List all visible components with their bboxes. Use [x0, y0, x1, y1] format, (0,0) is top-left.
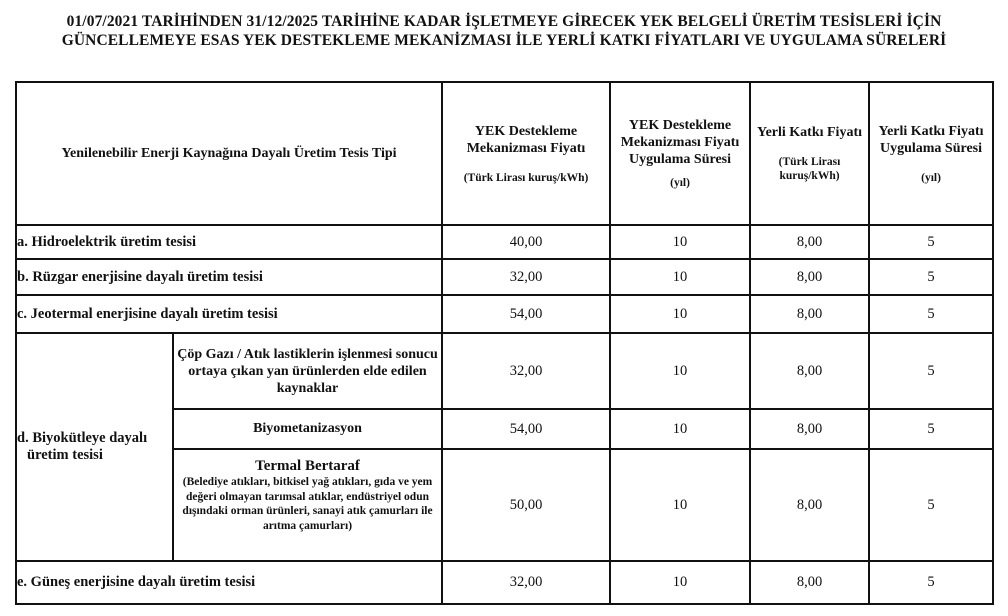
local-duration-cell: 5	[869, 333, 993, 409]
table-row-hydro	[16, 225, 993, 259]
yek-duration-cell: 10	[610, 333, 750, 409]
sub-row-label: Çöp Gazı / Atık lastiklerin işlenmesi sonucu ortaya çıkan yan ürünlerden elde edilen kaynaklar	[173, 333, 442, 409]
biomass-group-label	[16, 333, 173, 561]
table-row-landfill-gas	[16, 333, 993, 409]
header-yek-price	[442, 82, 610, 225]
header-yek-price-label: YEK Destekleme Mekanizması Fiyatı	[466, 123, 586, 156]
sub-row-note: (Belediye atıkları, bitkisel yağ atıkları, gıda ve yem değeri olmayan tarımsal atıklar, endüstriyel odun dışındaki orman ürünleri, sanayi atık çamurları ile arıtma çamurları)	[182, 476, 433, 532]
yek-duration-cell: 10	[610, 409, 750, 449]
yek-price-cell: 40,00	[442, 225, 610, 259]
biomass-label-line-2: üretim tesisi	[27, 447, 103, 463]
row-label: e. Güneş enerjisine dayalı üretim tesisi	[16, 561, 442, 604]
local-duration-cell: 5	[869, 295, 993, 333]
header-yek-duration-unit: (yıl)	[670, 177, 690, 189]
header-facility-type: Yenilenebilir Enerji Kaynağına Dayalı Üretim Tesis Tipi	[16, 82, 442, 225]
yek-price-cell: 32,00	[442, 333, 610, 409]
title-line-1: 01/07/2021 TARİHİNDEN 31/12/2025 TARİHİNE KADAR İŞLETMEYE GİRECEK YEK BELGELİ ÜRETİM TESİSLERİ İÇİN	[66, 13, 942, 30]
yek-price-cell: 50,00	[442, 449, 610, 561]
header-yek-duration	[610, 82, 750, 225]
header-local-duration-label: Yerli Katkı Fiyatı Uygulama Süresi	[878, 123, 984, 156]
header-local-price-label: Yerli Katkı Fiyatı	[757, 125, 863, 140]
header-local-duration	[869, 82, 993, 225]
header-yek-duration-label: YEK Destekleme Mekanizması Fiyatı Uygulama Süresi	[620, 118, 740, 167]
biomass-label-line-1: d. Biyokütleye dayalı	[17, 430, 148, 446]
row-label: b. Rüzgar enerjisine dayalı üretim tesisi	[16, 259, 442, 295]
header-row	[16, 82, 993, 225]
table-row-wind	[16, 259, 993, 295]
local-duration-cell: 5	[869, 409, 993, 449]
table-row-geothermal	[16, 295, 993, 333]
header-yek-price-unit: (Türk Lirası kuruş/kWh)	[463, 171, 589, 184]
document-title	[0, 12, 1008, 50]
yek-price-cell: 54,00	[442, 409, 610, 449]
yek-price-cell: 32,00	[442, 259, 610, 295]
tariff-table	[15, 81, 994, 605]
local-price-cell: 8,00	[750, 449, 869, 561]
local-price-cell: 8,00	[750, 295, 869, 333]
local-price-cell: 8,00	[750, 561, 869, 604]
sub-row-thermal	[173, 449, 442, 561]
yek-duration-cell: 10	[610, 295, 750, 333]
yek-duration-cell: 10	[610, 561, 750, 604]
local-duration-cell: 5	[869, 561, 993, 604]
header-local-duration-unit: (yıl)	[921, 171, 941, 184]
local-price-cell: 8,00	[750, 333, 869, 409]
local-duration-cell: 5	[869, 449, 993, 561]
sub-row-label: Termal Bertaraf	[255, 458, 360, 474]
local-price-cell: 8,00	[750, 259, 869, 295]
yek-duration-cell: 10	[610, 225, 750, 259]
header-local-price-unit: (Türk Lirası kuruş/kWh)	[778, 156, 841, 182]
local-price-cell: 8,00	[750, 409, 869, 449]
yek-price-cell: 54,00	[442, 295, 610, 333]
yek-duration-cell: 10	[610, 259, 750, 295]
yek-price-cell: 32,00	[442, 561, 610, 604]
local-duration-cell: 5	[869, 259, 993, 295]
row-label: a. Hidroelektrik üretim tesisi	[16, 225, 442, 259]
header-local-price	[750, 82, 869, 225]
yek-duration-cell: 10	[610, 449, 750, 561]
sub-row-label: Biyometanizasyon	[173, 409, 442, 449]
table-row-solar	[16, 561, 993, 604]
row-label: c. Jeotermal enerjisine dayalı üretim tesisi	[16, 295, 442, 333]
local-duration-cell: 5	[869, 225, 993, 259]
local-price-cell: 8,00	[750, 225, 869, 259]
title-line-2: GÜNCELLEMEYE ESAS YEK DESTEKLEME MEKANİZMASI İLE YERLİ KATKI FİYATLARI VE UYGULAMA SÜRELERİ	[61, 32, 947, 49]
